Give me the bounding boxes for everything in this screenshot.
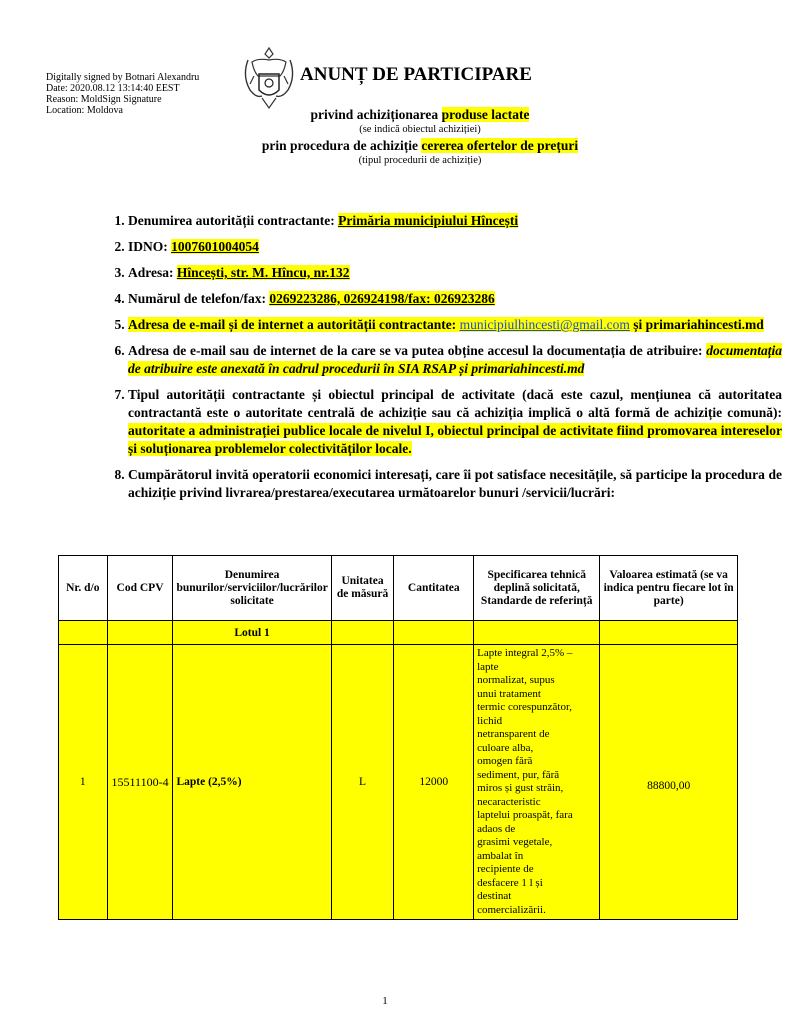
lot-cell <box>107 621 173 645</box>
item-label: IDNO: <box>128 239 172 254</box>
item-label: Cumpărătorul invită operatorii economici interesați, care îi pot satisface necesitățile, să participe la procedura de achiziție privind livrarea/prestarea/executarea următoarelor bunuri /servicii/lucrări: <box>128 467 782 500</box>
lot-cell <box>474 621 600 645</box>
item-value: Primăria municipiului Hîncești <box>338 213 519 228</box>
spec-line: sediment, pur, fără <box>477 768 560 781</box>
list-item <box>128 386 782 458</box>
spec-line: netransparent de <box>477 728 550 740</box>
column-header: Cantitatea <box>394 556 474 621</box>
lot-cell <box>59 621 108 645</box>
item-value: Hîncești, str. M. Hîncu, nr.132 <box>176 265 350 280</box>
procedure-type: cererea ofertelor de prețuri <box>421 138 579 153</box>
column-header: Unitatea de măsură <box>331 556 394 621</box>
item-label: Adresa de e-mail sau de internet de la care se va putea obține accesul la documentația de atribuire: <box>128 343 707 358</box>
signature-line: Date: 2020.08.12 13:14:40 EEST <box>46 83 180 94</box>
column-header: Nr. d/o <box>59 556 108 621</box>
spec-line: adaos de <box>477 822 516 835</box>
column-header: Specificarea tehnică deplină solicitată, Standarde de referință <box>474 556 600 621</box>
list-item <box>128 238 782 256</box>
item-label: Adresa de e-mail și de internet a autorității contractante: <box>128 317 460 332</box>
procedure-note: (tipul procedurii de achiziție) <box>358 155 482 166</box>
spec-line: destinat <box>477 890 512 902</box>
row-number: 1 <box>59 645 108 920</box>
website-value: primariahincesti.md <box>645 317 764 332</box>
column-header: Cod CPV <box>107 556 173 621</box>
item-value: 0269223286, 026924198/fax: 026923286 <box>269 291 495 306</box>
spec-line: grasimi vegetale, <box>477 836 553 848</box>
spec-line: omogen fără <box>477 755 533 767</box>
list-item <box>128 342 782 378</box>
unit: L <box>331 645 394 920</box>
column-header: Valoarea estimată (se va indica pentru fiecare lot în parte) <box>600 556 738 621</box>
signature-line: Location: Moldova <box>46 105 123 116</box>
page-number: 1 <box>382 995 388 1007</box>
column-header: Denumirea bunurilor/serviciilor/lucrărilor solicitate <box>173 556 331 621</box>
spec-line: unui tratament <box>477 687 541 700</box>
spec-line: lapte <box>477 660 499 673</box>
lot-cell <box>331 621 394 645</box>
item-label: Numărul de telefon/fax: <box>128 291 270 306</box>
lot-label: Lotul 1 <box>173 621 331 645</box>
item-label: Adresa: <box>128 265 177 280</box>
spec-line: laptelui proaspăt, fara <box>477 809 573 821</box>
lot-cell <box>394 621 474 645</box>
procurement-object: produse lactate <box>441 107 530 122</box>
spec-line: comercializării. <box>477 903 546 916</box>
spec-line: lichid <box>477 714 503 727</box>
lot-row <box>59 621 738 645</box>
technical-spec <box>474 645 600 920</box>
item-label: Denumirea autorității contractante: <box>128 213 339 228</box>
page-title: ANUNȚ DE PARTICIPARE <box>300 64 532 85</box>
object-line <box>35 107 805 123</box>
list-item <box>128 264 782 282</box>
spec-line: termic corespunzător, <box>477 701 572 713</box>
item-value: documentația de atribuire este anexată în cadrul procedurii în SIA RSAP și primariahincesti.md <box>128 343 782 376</box>
cpv-code: 15511100-4 <box>107 645 173 920</box>
coat-of-arms-icon <box>240 46 298 112</box>
spec-line: Lapte integral 2,5% – <box>477 647 573 659</box>
email-link[interactable]: municipiulhincesti@gmail.com <box>459 317 630 332</box>
lot-cell <box>600 621 738 645</box>
item-value: 1007601004054 <box>171 239 259 254</box>
spec-line: recipiente de <box>477 863 534 875</box>
procurement-table <box>58 555 738 920</box>
item-label: Tipul autorității contractante și obiectul principal de activitate (dacă este cazul, mențiunea că autoritatea contractantă este o autoritate centrală de achiziție sau că achiziția implică o altă formă de achiziție comună): <box>128 387 782 420</box>
procedure-line <box>35 138 805 154</box>
signature-line: Digitally signed by Botnari Alexandru <box>46 72 200 83</box>
table-row <box>59 645 738 920</box>
estimated-value: 88800,00 <box>600 645 738 920</box>
spec-line: ambalat în <box>477 849 524 862</box>
item-name: Lapte (2,5%) <box>173 645 331 920</box>
item-value: autoritate a administrației publice locale de nivelul I, obiectul principal de activitate fiind promovarea intereselor și soluționarea problemelor colectivităților locale. <box>128 423 782 456</box>
signature-line: Reason: MoldSign Signature <box>46 94 162 105</box>
spec-line: desfacere 1 l și <box>477 876 543 889</box>
list-item <box>128 212 782 230</box>
announcement-items <box>82 212 782 510</box>
spec-line: normalizat, supus <box>477 674 555 686</box>
object-note: (se indică obiectul achiziției) <box>359 124 481 135</box>
list-item <box>128 466 782 502</box>
spec-line: culoare alba, <box>477 741 534 754</box>
quantity: 12000 <box>394 645 474 920</box>
procedure-prefix: prin procedura de achiziție <box>261 138 422 153</box>
table-header-row <box>59 556 738 621</box>
item-connector: și <box>629 317 643 332</box>
object-prefix: privind achiziționarea <box>310 107 442 122</box>
list-item <box>128 290 782 308</box>
spec-line: miros și gust străin, <box>477 782 564 794</box>
list-item <box>128 316 782 334</box>
spec-line: necaracteristic <box>477 795 541 808</box>
